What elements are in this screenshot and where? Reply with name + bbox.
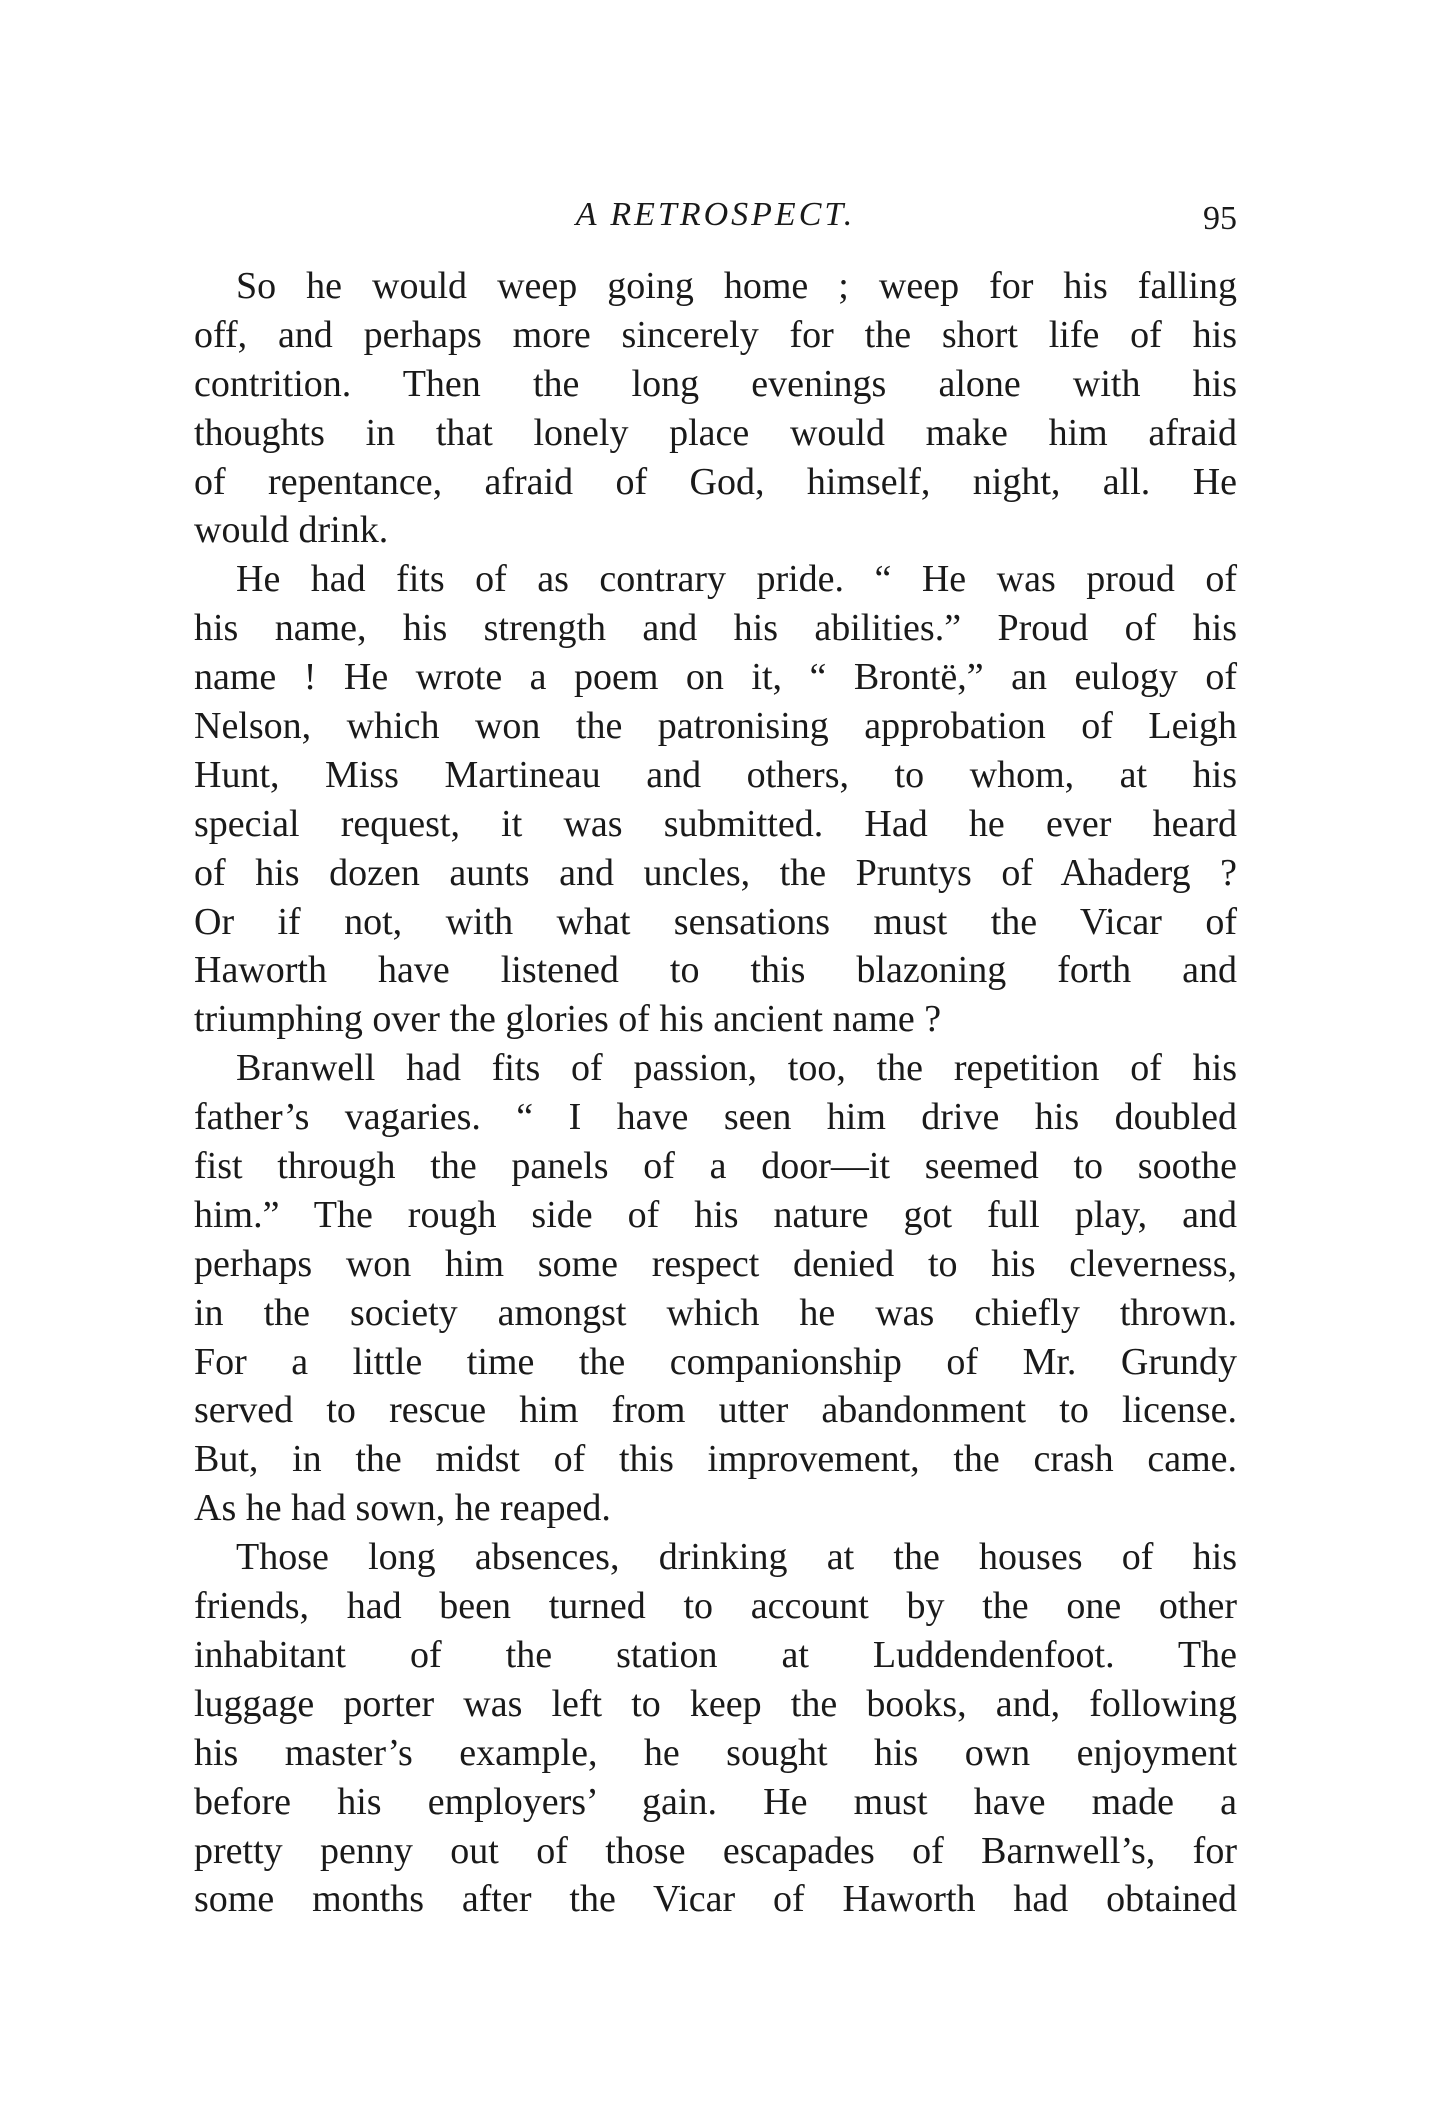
text-line: But, in the midst of this improvement, the crash came.: [194, 1438, 1237, 1481]
text-line: Those long absences, drinking at the houses of his: [236, 1536, 1237, 1579]
text-line: name ! He wrote a poem on it, “ Brontë,” an eulogy of: [194, 656, 1237, 699]
text-line: in the society amongst which he was chiefly thrown.: [194, 1291, 1237, 1334]
text-line: would drink.: [194, 509, 389, 552]
text-line: special request, it was submitted. Had he ever heard: [194, 802, 1237, 845]
text-line: Hunt, Miss Martineau and others, to whom, at his: [194, 753, 1237, 796]
text-line: triumphing over the glories of his ancient name ?: [194, 998, 942, 1041]
text-line: inhabitant of the station at Luddendenfoot. The: [194, 1633, 1237, 1676]
text-line: thoughts in that lonely place would make him afraid: [194, 411, 1237, 454]
text-line: contrition. Then the long evenings alone with his: [194, 362, 1237, 405]
page-header: [194, 196, 1237, 252]
text-line: of his dozen aunts and uncles, the Pruntys of Ahaderg ?: [194, 851, 1237, 894]
text-line: served to rescue him from utter abandonment to license.: [194, 1389, 1237, 1432]
text-line: him.” The rough side of his nature got full play, and: [194, 1193, 1237, 1236]
text-line: As he had sown, he reaped.: [194, 1487, 611, 1530]
text-line: friends, had been turned to account by the one other: [194, 1585, 1237, 1628]
text-line: Or if not, with what sensations must the Vicar of: [194, 900, 1237, 943]
text-line: before his employers’ gain. He must have made a: [194, 1780, 1237, 1823]
text-line: his name, his strength and his abilities.” Proud of his: [194, 607, 1237, 650]
body-text: [194, 262, 1237, 1924]
text-line: pretty penny out of those escapades of Barnwell’s, for: [194, 1829, 1237, 1872]
text-line: his master’s example, he sought his own enjoyment: [194, 1731, 1237, 1774]
text-line: off, and perhaps more sincerely for the short life of his: [194, 313, 1237, 356]
text-line: fist through the panels of a door—it seemed to soothe: [194, 1145, 1237, 1188]
text-line: luggage porter was left to keep the books, and, following: [194, 1682, 1237, 1725]
text-line: Haworth have listened to this blazoning forth and: [194, 949, 1237, 992]
text-line: Nelson, which won the patronising approbation of Leigh: [194, 705, 1237, 748]
text-line: Branwell had fits of passion, too, the repetition of his: [236, 1047, 1237, 1090]
text-line: So he would weep going home ; weep for his falling: [236, 265, 1237, 307]
running-title: A RETROSPECT.: [575, 196, 856, 233]
text-line: perhaps won him some respect denied to his cleverness,: [194, 1242, 1237, 1285]
text-line: some months after the Vicar of Haworth had obtained: [194, 1878, 1237, 1921]
text-line: of repentance, afraid of God, himself, night, all. He: [194, 460, 1237, 503]
text-line: For a little time the companionship of Mr. Grundy: [194, 1340, 1237, 1383]
text-line: He had fits of as contrary pride. “ He was proud of: [236, 558, 1237, 601]
page-number: 95: [1203, 200, 1237, 237]
text-line: father’s vagaries. “ I have seen him drive his doubled: [194, 1096, 1237, 1139]
